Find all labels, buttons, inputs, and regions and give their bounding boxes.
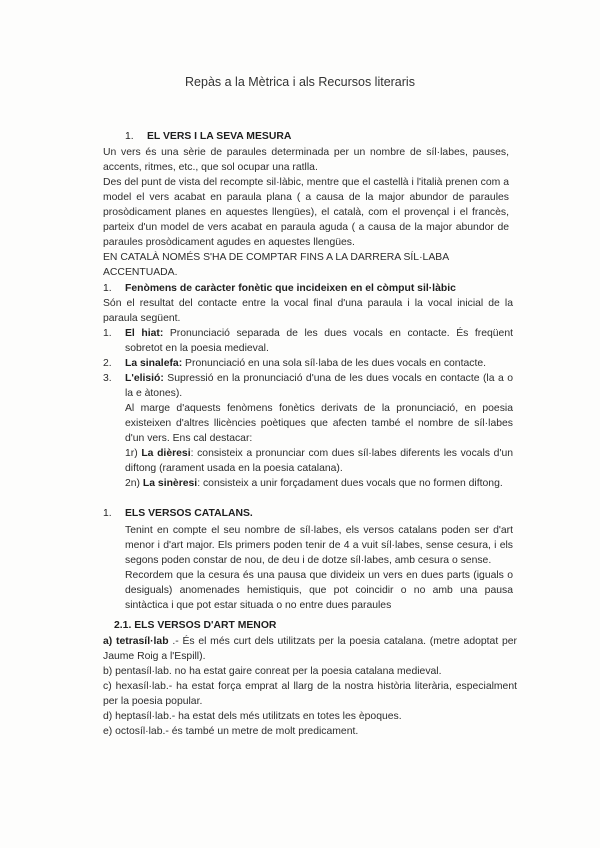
verse-type-text: no ha estat gaire conreat per la poesia catalana medieval. — [171, 666, 442, 677]
section-1-paragraph-1: Un vers és una sèrie de paraules determinada per un nombre de síl·labes, pauses, accents, ritmes, etc., que sol ocupar una ratlla. — [103, 147, 509, 173]
verse-type-label: a) tetrasíl·lab — [103, 636, 169, 647]
sineresi-paragraph — [103, 476, 513, 491]
dieresi-term: La dièresi — [141, 448, 191, 459]
section-2-1-body — [103, 634, 517, 739]
phenomenon-term: L'elisió: — [125, 373, 164, 384]
phenomenon-hiat — [103, 326, 513, 356]
phenomenon-term: El hiat: — [125, 328, 164, 339]
verse-type-label: e) octosíl·lab — [103, 726, 163, 737]
phenomenon-sinalefa — [103, 356, 513, 371]
sineresi-term: La sinèresi — [142, 478, 198, 489]
document-title: Repàs a la Mètrica i als Recursos literaris — [185, 75, 415, 89]
section-2-title: ELS VERSOS CATALANS. — [125, 508, 253, 519]
verse-type-pentasillab — [103, 664, 517, 679]
subsection-intro: Són el resultat del contacte entre la vocal final d'una paraula i la vocal inicial de la paraula següent. — [103, 298, 513, 324]
section-1-paragraph-2: Des del punt de vista del recompte sil·làbic, mentre que el castellà i l'italià prenen com a model el vers acabat en paraula plana ( a causa de la major abundor de paraules prosòdicament planes en aquestes llengües), el català, com el provençal i el francès, parteix d'un model de vers acabat en paraula aguda ( a causa de la major abundor de paraules prosòdicament agudes en aquestes llengües. — [103, 177, 509, 248]
section-2-1-heading — [114, 618, 276, 633]
phenomenon-text: Supressió en la pronunciació d'una de les dues vocals en contacte (la a o la e àtones). — [125, 373, 513, 399]
dieresi-text: : consisteix a pronunciar com dues síl·labes diferents les vocals d'un diftong (rarament usada en la poesia catalana). — [125, 448, 514, 474]
phenomenon-text: Pronunciació separada de les dues vocals en contacte. És freqüent sobretot en la poesia medieval. — [125, 328, 514, 354]
list-number: 3. — [103, 373, 112, 384]
verse-type-label: c) hexasíl·lab. — [103, 681, 169, 692]
sineresi-text: : consisteix a unir forçadament dues vocals que no formen diftong. — [197, 478, 503, 489]
list-number: 1. — [103, 328, 112, 339]
section-2-1-title: 2.1. ELS VERSOS D'ART MENOR — [114, 620, 277, 631]
phenomenon-term: La sinalefa: — [125, 358, 183, 369]
phenomenon-text: Pronunciació en una sola síl·laba de les dues vocals en contacte. — [182, 358, 486, 369]
section-1-heading — [125, 129, 291, 144]
section-1-title: EL VERS I LA SEVA MESURA — [147, 131, 292, 142]
dieresi-prefix: 1r) — [125, 448, 142, 459]
verse-type-text: .- és també un metre de molt predicament. — [162, 726, 359, 737]
phenomena-list — [103, 326, 513, 401]
subsection-body — [103, 296, 513, 491]
subsection-number: 1. — [103, 283, 112, 294]
licences-paragraph: Al marge d'aquests fenòmens fonètics derivats de la pronunciació, en poesia existeixen d'altres llicències poètiques que afecten també el nombre de síl·labes d'un vers. Ens cal destacar: — [125, 403, 513, 444]
verse-type-hexasillab — [103, 679, 517, 709]
section-2-heading — [103, 506, 253, 521]
verse-type-text: .- És el més curt dels utilitzats per la poesia catalana. (metre adoptat per Jaume Roig a l'Espill). — [103, 636, 517, 662]
subsection-heading — [103, 281, 456, 296]
section-2-paragraph-2: Recordem que la cesura és una pausa que divideix un vers en dues parts (iguals o desiguals) anomenades hemistiquis, que pot coincidir o no amb una pausa sintàctica i que pot estar situada o no entre dues paraules — [125, 570, 513, 611]
verse-type-heptasillab — [103, 709, 517, 724]
verse-type-label: d) heptasíl·lab. — [103, 711, 172, 722]
dieresi-paragraph — [103, 446, 513, 476]
verse-type-text: - ha estat dels més utilitzats en totes les èpoques. — [171, 711, 402, 722]
verse-type-octosillab — [103, 724, 517, 739]
verse-type-tetrasillab — [103, 634, 517, 664]
phenomenon-elisio — [103, 371, 513, 401]
verse-type-label: b) pentasíl·lab. — [103, 666, 172, 677]
section-1-paragraph-3: EN CATALÀ NOMÉS S'HA DE COMPTAR FINS A LA DARRERA SÍL·LABA ACCENTUADA. — [103, 252, 449, 278]
verse-type-text: - ha estat força emprat al llarg de la nostra història literària, especialment per la poesia popular. — [103, 681, 518, 707]
section-1-number: 1. — [125, 131, 134, 142]
section-1-body — [103, 145, 509, 280]
section-2-paragraph-1: Tenint en compte el seu nombre de síl·labes, els versos catalans poden ser d'art menor i d'art major. Els primers poden tenir de 4 a vuit síl·labes, sense cesura, i els segons poden constar de nou, de deu i de dotze síl·labes, amb cesura o sense. — [125, 525, 513, 566]
section-2-number: 1. — [103, 508, 112, 519]
list-number: 2. — [103, 358, 112, 369]
sineresi-prefix: 2n) — [125, 478, 143, 489]
subsection-title: Fenòmens de caràcter fonètic que incideixen en el còmput sil·làbic — [125, 283, 456, 294]
section-2-body — [125, 523, 513, 613]
